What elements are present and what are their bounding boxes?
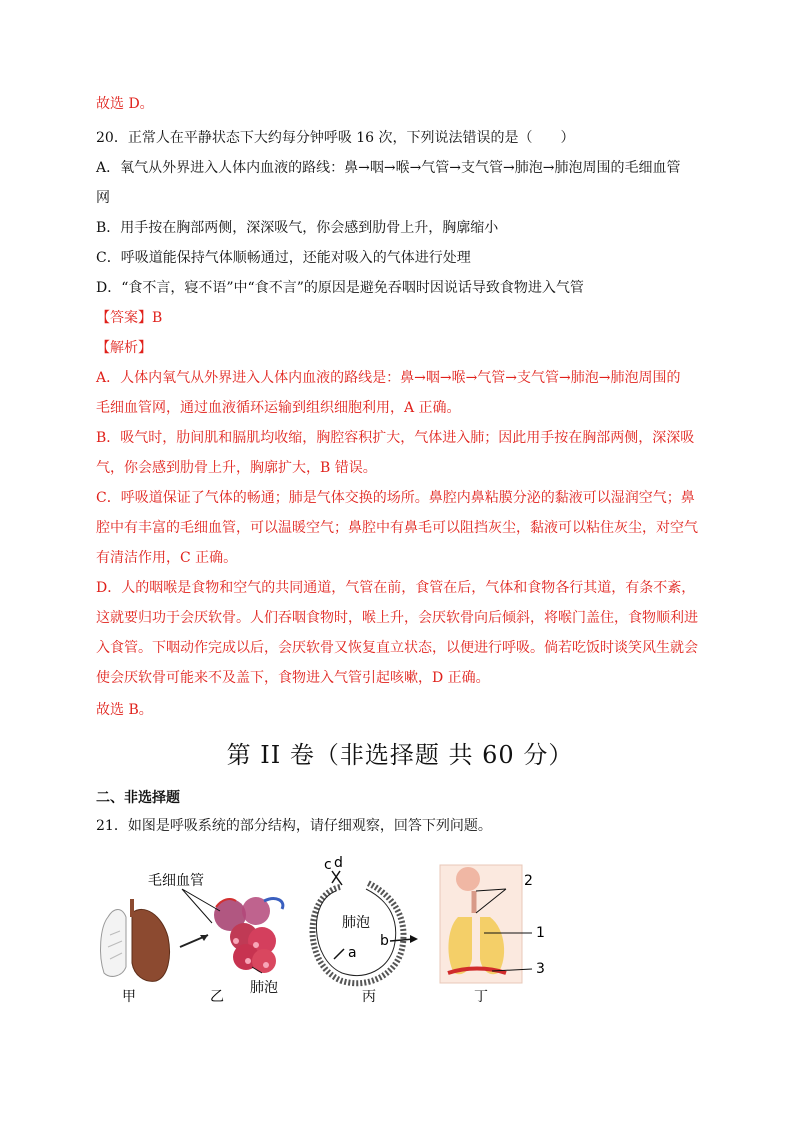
text-line: 故选 D。 xyxy=(96,96,154,112)
label-1: 1 xyxy=(536,925,545,941)
section-title: 第 II 卷（非选择题 共 60 分） xyxy=(226,741,574,769)
letter-c: c xyxy=(324,857,332,873)
question-21: 21．如图是呼吸系统的部分结构，请仔细观察，回答下列问题。 xyxy=(96,818,492,834)
alveolus-label-bing: 肺泡 xyxy=(342,915,370,931)
text-line: 使会厌软骨可能来不及盖下，食物进入气管引起咳嗽，D 正确。 xyxy=(96,670,490,686)
label-3: 3 xyxy=(536,961,545,977)
text-line: A．人体内氧气从外界进入人体内血液的路线是：鼻→咽→喉→气管→支气管→肺泡→肺泡周围的 xyxy=(96,370,681,386)
text-line: 入食管。下咽动作完成以后，会厌软骨又恢复直立状态，以便进行呼吸。倘若吃饭时谈笑风生就会 xyxy=(96,640,698,656)
text-line: 这就要归功于会厌软骨。人们吞咽食物时，喉上升，会厌软骨向后倾斜，将喉门盖住，食物顺利进 xyxy=(96,610,698,626)
text-line: A．氧气从外界进入人体内血液的路线：鼻→咽→喉→气管→支气管→肺泡→肺泡周围的毛细血管 xyxy=(96,160,681,176)
text-line: B．用手按在胸部两侧，深深吸气，你会感到肋骨上升，胸廓缩小 xyxy=(96,220,499,236)
caption-jia: 甲 xyxy=(122,989,136,1005)
alveolus-section xyxy=(313,883,404,983)
text-line: 腔中有丰富的毛细血管，可以温暖空气；鼻腔中有鼻毛可以阻挡灰尘，黏液可以粘住灰尘，对空气 xyxy=(96,520,698,536)
text-line: 20．正常人在平静状态下大约每分钟呼吸 16 次，下列说法错误的是（ ） xyxy=(96,130,575,146)
text-line: 气，你会感到肋骨上升，胸廓扩大，B 错误。 xyxy=(96,460,377,476)
alveolus-label-yi: 肺泡 xyxy=(250,980,278,996)
text-line: 网 xyxy=(96,190,110,206)
alveoli-illustration xyxy=(214,897,283,973)
text-line: 【解析】 xyxy=(96,340,152,356)
text-line: B．吸气时，肋间肌和膈肌均收缩，胸腔容积扩大，气体进入肺；因此用手按在胸部两侧，深深吸 xyxy=(96,430,695,446)
text-line: C．呼吸道能保持气体顺畅通过，还能对吸入的气体进行处理 xyxy=(96,250,471,266)
text-line: D．人的咽喉是食物和空气的共同通道，气管在前，食管在后，气体和食物各行其道，有条不紊， xyxy=(96,580,696,596)
text-line: C．呼吸道保证了气体的畅通；肺是气体交换的场所。鼻腔内鼻粘膜分泌的黏液可以湿润空气；鼻 xyxy=(96,490,695,506)
letter-a: a xyxy=(348,945,357,961)
letter-b: b xyxy=(380,933,389,949)
capillary-label: 毛细血管 xyxy=(148,873,204,889)
label-2: 2 xyxy=(524,873,533,889)
respiratory-figure xyxy=(96,855,616,1005)
part-heading: 二、非选择题 xyxy=(96,790,180,806)
text-line: 毛细血管网，通过血液循环运输到组织细胞利用，A 正确。 xyxy=(96,400,461,416)
text-line: 故选 B。 xyxy=(96,702,153,718)
caption-yi: 乙 xyxy=(210,989,224,1005)
text-line: D．“食不言，寝不语”中“食不言”的原因是避免吞咽时因说话导致食物进入气管 xyxy=(96,280,584,296)
text-line: 【答案】B xyxy=(96,310,163,326)
caption-bing: 丙 xyxy=(362,989,376,1005)
letter-d: d xyxy=(334,855,343,871)
caption-ding: 丁 xyxy=(474,989,488,1005)
text-line: 有清洁作用，C 正确。 xyxy=(96,550,238,566)
lungs-illustration xyxy=(101,899,170,981)
respiratory-system-illustration xyxy=(440,865,522,983)
